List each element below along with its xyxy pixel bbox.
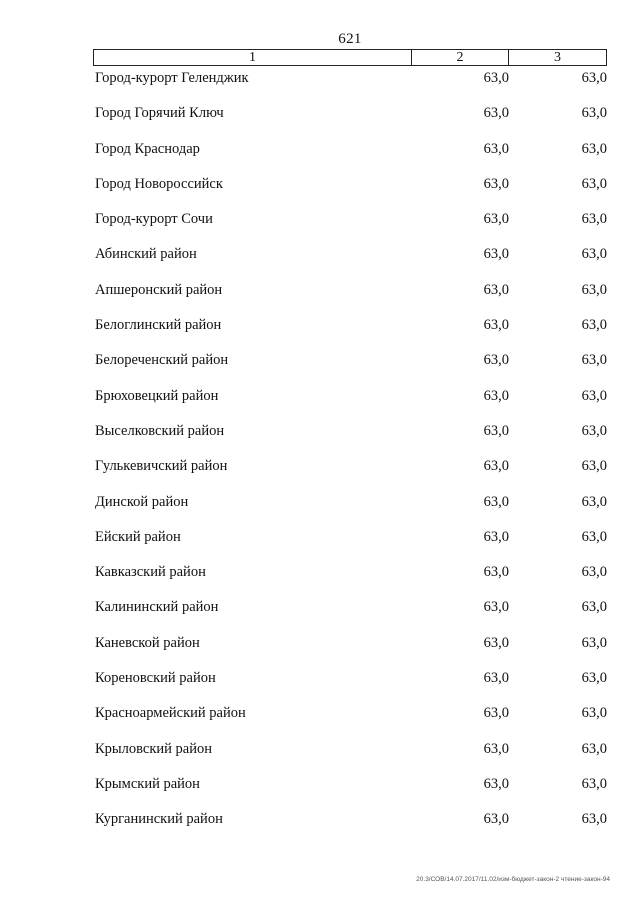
row-value-col-3: 63,0 [581, 422, 607, 439]
row-value-col-2: 63,0 [483, 317, 509, 334]
row-name: Город Краснодар [95, 140, 200, 157]
row-name: Динской район [95, 493, 189, 510]
table-row [93, 456, 607, 491]
row-value-col-3: 63,0 [581, 599, 607, 616]
row-value-col-2: 63,0 [483, 175, 509, 192]
row-value-col-2: 63,0 [483, 387, 509, 404]
row-name: Выселковский район [95, 422, 225, 439]
row-value-col-3: 63,0 [581, 281, 607, 298]
row-value-col-3: 63,0 [581, 211, 607, 228]
row-name: Каневской район [95, 634, 200, 651]
row-value-col-3: 63,0 [581, 317, 607, 334]
row-name: Белореченский район [95, 352, 229, 369]
row-name: Крыловский район [95, 740, 212, 757]
table-row [93, 315, 607, 350]
row-value-col-2: 63,0 [483, 811, 509, 828]
row-name: Город Горячий Ключ [95, 105, 224, 122]
row-value-col-2: 63,0 [483, 458, 509, 475]
table-header [93, 49, 607, 66]
table-row [93, 209, 607, 244]
row-name: Брюховецкий район [95, 387, 219, 404]
table-row [93, 421, 607, 456]
header-col-3: 3 [554, 49, 561, 65]
row-value-col-3: 63,0 [581, 775, 607, 792]
row-value-col-2: 63,0 [483, 775, 509, 792]
table-row [93, 527, 607, 562]
table-row [93, 809, 607, 844]
table-row [93, 139, 607, 174]
row-value-col-3: 63,0 [581, 70, 607, 86]
row-name: Курганинский район [95, 811, 223, 828]
row-value-col-2: 63,0 [483, 740, 509, 757]
row-name: Белоглинский район [95, 317, 222, 334]
row-value-col-2: 63,0 [483, 564, 509, 581]
row-value-col-3: 63,0 [581, 634, 607, 651]
row-value-col-2: 63,0 [483, 422, 509, 439]
row-name: Красноармейский район [95, 705, 246, 722]
row-value-col-3: 63,0 [581, 740, 607, 757]
row-name: Город-курорт Сочи [95, 211, 213, 228]
row-value-col-2: 63,0 [483, 140, 509, 157]
table-body [93, 68, 607, 845]
row-name: Кореновский район [95, 670, 216, 687]
row-value-col-3: 63,0 [581, 246, 607, 263]
table-row [93, 668, 607, 703]
row-name: Кавказский район [95, 564, 206, 581]
row-name: Крымский район [95, 775, 200, 792]
row-value-col-3: 63,0 [581, 140, 607, 157]
header-col-2: 2 [412, 50, 509, 65]
row-value-col-2: 63,0 [483, 352, 509, 369]
table-row [93, 350, 607, 385]
table-row [93, 562, 607, 597]
page-number: 621 [338, 31, 362, 47]
row-value-col-3: 63,0 [581, 352, 607, 369]
table-row [93, 774, 607, 809]
row-value-col-3: 63,0 [581, 564, 607, 581]
table-row [93, 280, 607, 315]
table-row [93, 633, 607, 668]
table-row [93, 244, 607, 279]
row-name: Апшеронский район [95, 281, 223, 298]
table-row [93, 68, 607, 103]
table-row [93, 597, 607, 632]
row-value-col-2: 63,0 [483, 211, 509, 228]
row-value-col-3: 63,0 [581, 387, 607, 404]
table-row [93, 492, 607, 527]
row-value-col-3: 63,0 [581, 458, 607, 475]
row-value-col-2: 63,0 [483, 528, 509, 545]
row-value-col-3: 63,0 [581, 811, 607, 828]
row-name: Абинский район [95, 246, 197, 263]
row-value-col-2: 63,0 [483, 599, 509, 616]
row-name: Ейский район [95, 528, 181, 545]
table-row [93, 103, 607, 138]
row-value-col-2: 63,0 [483, 670, 509, 687]
row-value-col-2: 63,0 [483, 70, 509, 86]
table-row [93, 703, 607, 738]
table-row [93, 386, 607, 421]
row-value-col-3: 63,0 [581, 528, 607, 545]
footer-file-path: 20.3/СОВ/14.07.2017/11.02/изм-бюджет-закон-2 чтение-закон-94 [416, 876, 610, 883]
row-value-col-3: 63,0 [581, 493, 607, 510]
row-value-col-3: 63,0 [581, 670, 607, 687]
header-col-1: 1 [94, 50, 412, 65]
row-value-col-2: 63,0 [483, 246, 509, 263]
row-value-col-2: 63,0 [483, 634, 509, 651]
row-name: Город Новороссийск [95, 175, 223, 192]
row-name: Гулькевичский район [95, 458, 228, 475]
row-value-col-3: 63,0 [581, 105, 607, 122]
row-value-col-3: 63,0 [581, 705, 607, 722]
row-value-col-2: 63,0 [483, 705, 509, 722]
row-value-col-3: 63,0 [581, 175, 607, 192]
row-name: Город-курорт Геленджик [95, 70, 249, 86]
table-row [93, 739, 607, 774]
row-value-col-2: 63,0 [483, 281, 509, 298]
row-value-col-2: 63,0 [483, 493, 509, 510]
table-row [93, 174, 607, 209]
row-name: Калининский район [95, 599, 219, 616]
row-value-col-2: 63,0 [483, 105, 509, 122]
